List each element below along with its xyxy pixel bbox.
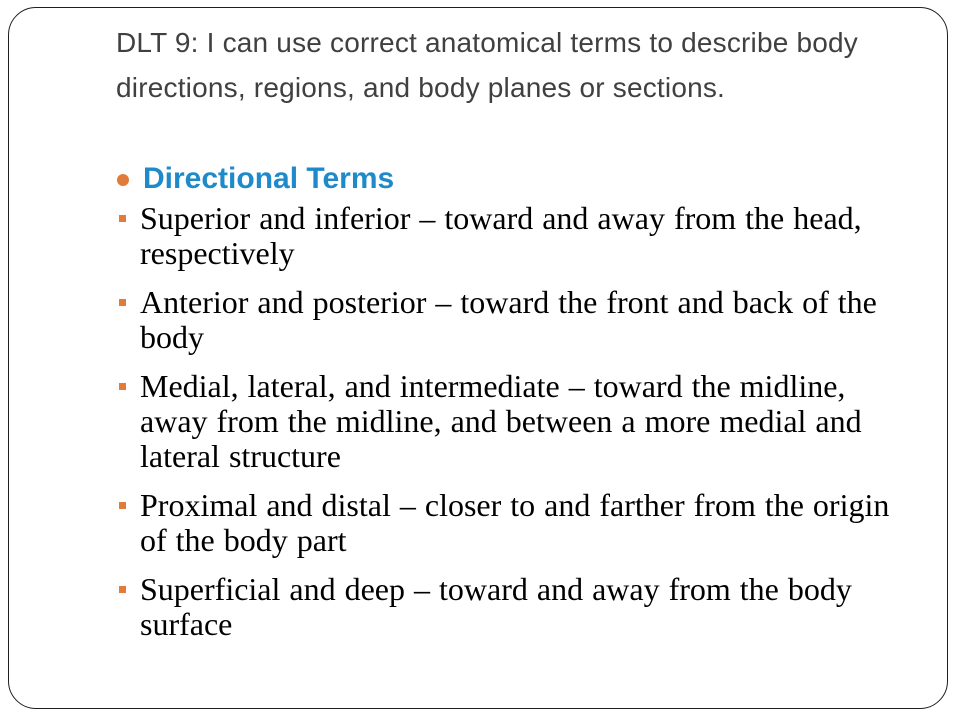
term-text: Anterior and posterior – toward the front and back of the body	[140, 284, 877, 355]
square-bullet-icon	[119, 299, 126, 306]
square-bullet-icon	[119, 502, 126, 509]
term-text: Medial, lateral, and intermediate – toward the midline, away from the midline, and between a more medial and lateral structure	[140, 368, 862, 474]
term-text: Superior and inferior – toward and away from the head, respectively	[140, 200, 862, 271]
term-text: Proximal and distal – closer to and farther from the origin of the body part	[140, 487, 890, 558]
term-item	[117, 285, 907, 355]
directional-terms-list	[117, 201, 907, 656]
square-bullet-icon	[119, 586, 126, 593]
section-heading-label: Directional Terms	[143, 162, 395, 195]
slide-frame	[8, 7, 948, 709]
section-heading	[117, 161, 394, 197]
slide-title: DLT 9: I can use correct anatomical terms to describe body directions, regions, and body planes or sections.	[116, 27, 859, 103]
round-bullet-icon	[117, 174, 129, 186]
term-item	[117, 488, 907, 558]
term-item	[117, 201, 907, 271]
square-bullet-icon	[119, 215, 126, 222]
term-text: Superficial and deep – toward and away from the body surface	[140, 571, 852, 642]
square-bullet-icon	[119, 383, 126, 390]
term-item	[117, 572, 907, 642]
term-item	[117, 369, 907, 474]
